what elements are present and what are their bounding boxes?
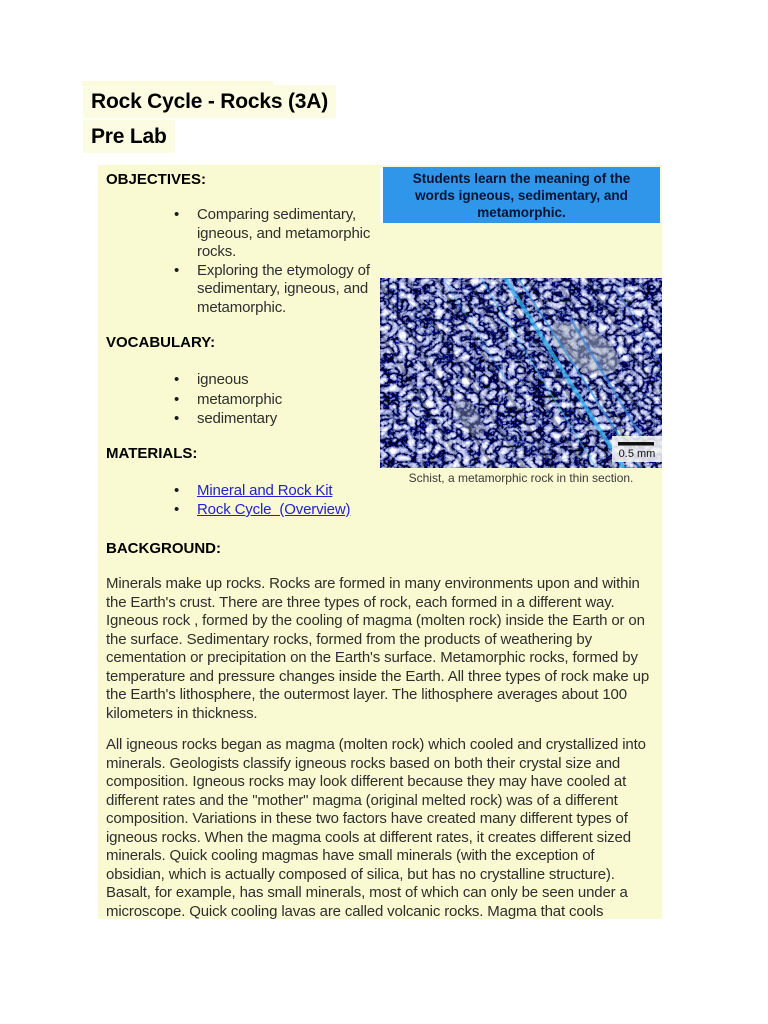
callout-box xyxy=(380,167,660,223)
mineral-and-rock-kit-link[interactable]: Mineral and Rock Kit xyxy=(197,482,333,499)
schist-thin-section-image xyxy=(380,278,662,468)
objective-item: • Exploring the etymology of sedimentary, igneous, and metamorphic. xyxy=(197,262,392,318)
background-paragraph-2: All igneous rocks began as magma (molten rock) which cooled and crystallized into minerals. Geologists classify igneous rocks based on both their crystal size and composition. Igneous rocks may look different because they may have cooled at different rates and the "mother" magma (original melted rock) was of a different composition. Variations in these two factors have created many different types of igneous rocks. When the magma cools at different rates, it creates different sized minerals. Quick cooling magmas have small minerals (with the exception of obsidian, which is actually composed of silica, but has no crystalline structure). Basalt, for example, has small minerals, most of which can only be seen under a microscope. Quick cooling lavas are called volcanic rocks. Magma that cools xyxy=(106,736,646,920)
materials-list xyxy=(197,481,392,519)
figure-caption: Schist, a metamorphic rock in thin section. xyxy=(408,471,634,485)
vocabulary-item: • metamorphic xyxy=(197,390,392,410)
scale-bar-label: 0.5 mm xyxy=(618,448,656,460)
material-link-item xyxy=(197,481,392,500)
background-heading: BACKGROUND: xyxy=(106,540,221,557)
page-title xyxy=(83,85,336,155)
vocabulary-item: • sedimentary xyxy=(197,409,392,429)
vocabulary-item: • igneous xyxy=(197,370,392,390)
objectives-list xyxy=(197,206,392,317)
page-title-line1: Rock Cycle - Rocks (3A) xyxy=(83,85,336,118)
vocabulary-heading: VOCABULARY: xyxy=(106,334,216,351)
background-paragraph-1: Minerals make up rocks. Rocks are formed in many environments upon and within the Earth's crust. There are three types of rock, each formed in a different way. Igneous rock , formed by the cooling of magma (molten rock) inside the Earth or on the surface. Sedimentary rocks, formed from the products of weathering by cementation or precipitation on the Earth's surface. Metamorphic rocks, formed by temperature and pressure changes inside the Earth. All three types of rock make up the Earth's lithosphere, the outermost layer. The lithosphere averages about 100 kilometers in thickness. xyxy=(106,575,650,722)
objective-item: • Comparing sedimentary, igneous, and metamorphic rocks. xyxy=(197,206,392,262)
figure xyxy=(380,278,662,468)
rock-cycle-overview-link[interactable]: Rock Cycle (Overview) xyxy=(197,501,351,518)
material-link-item xyxy=(197,500,392,519)
callout-text: Students learn the meaning of the words igneous, sedimentary, and metamorphic. xyxy=(412,170,631,220)
page-title-line2: Pre Lab xyxy=(83,120,175,153)
objectives-heading: OBJECTIVES: xyxy=(106,171,207,188)
materials-heading: MATERIALS: xyxy=(106,445,198,462)
scale-bar xyxy=(612,436,662,462)
vocabulary-list xyxy=(197,370,392,429)
content-box xyxy=(98,165,662,919)
